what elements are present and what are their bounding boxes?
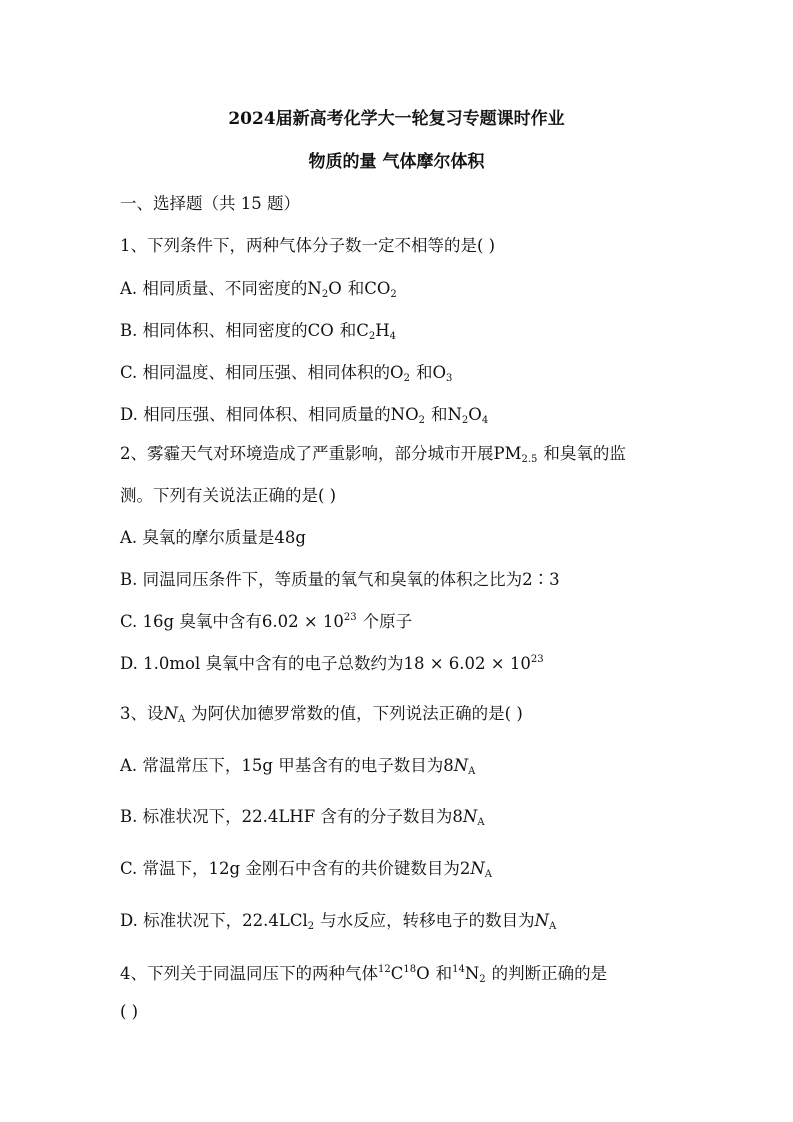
question-3-option-a: A. 常温常压下，15g 甲基含有的电子数目为$8N_A$ [120,756,476,777]
question-1-stem: 1、下列条件下，两种气体分子数一定不相等的是( ) [120,236,496,255]
question-2-stem-line2: 测。下列有关说法正确的是( ) [120,486,337,505]
question-3-option-d: D. 标准状况下，22.4LCl$_2$ 与水反应，转移电子的数目为$N_A$ [120,911,557,932]
question-1-option-a: A. 相同质量、不同密度的$N_2O$ 和$CO_2$ [120,279,397,300]
question-4-stem-line2: ( ) [120,1002,139,1021]
question-2-option-a: A. 臭氧的摩尔质量是48g [120,528,306,547]
question-2-option-b: B. 同温同压条件下，等质量的氧气和臭氧的体积之比为2∶3 [120,570,560,589]
question-4-stem-line1: 4、下列关于同温同压下的两种气体$^{12}C^{18}O$ 和$^{14}N_2$ 的判断正确的是 [120,964,608,985]
question-2-stem-line1: 2、雾霾天气对环境造成了严重影响，部分城市开展$PM_{2.5}$ 和臭氧的监 [120,444,626,465]
question-1-option-c: C. 相同温度、相同压强、相同体积的$O_2$ 和$O_3$ [120,363,453,384]
question-1-option-d: D. 相同压强、相同体积、相同质量的$NO_2$ 和$N_2O_4$ [120,405,489,426]
question-2-option-d: D. 1.0mol 臭氧中含有的电子总数约为$18 \times 6.02 \times 10^{23}$ [120,654,544,673]
question-2-option-c: C. 16g 臭氧中含有$6.02 \times 10^{23}$ 个原子 [120,612,413,631]
question-1-option-b: B. 相同体积、相同密度的CO 和$C_2H_4$ [120,321,397,342]
question-3-option-b: B. 标准状况下，22.4LHF 含有的分子数目为$8N_A$ [120,807,485,828]
question-3-stem: 3、设$N_A$ 为阿伏加德罗常数的值，下列说法正确的是( ) [120,704,523,725]
document-title: 2024届新高考化学大一轮复习专题课时作业 [228,109,565,129]
document-subtitle: 物质的量 气体摩尔体积 [308,152,485,172]
question-3-option-c: C. 常温下，12g 金刚石中含有的共价键数目为$2N_A$ [120,859,493,880]
section-heading: 一、选择题（共 15 题） [120,194,300,213]
